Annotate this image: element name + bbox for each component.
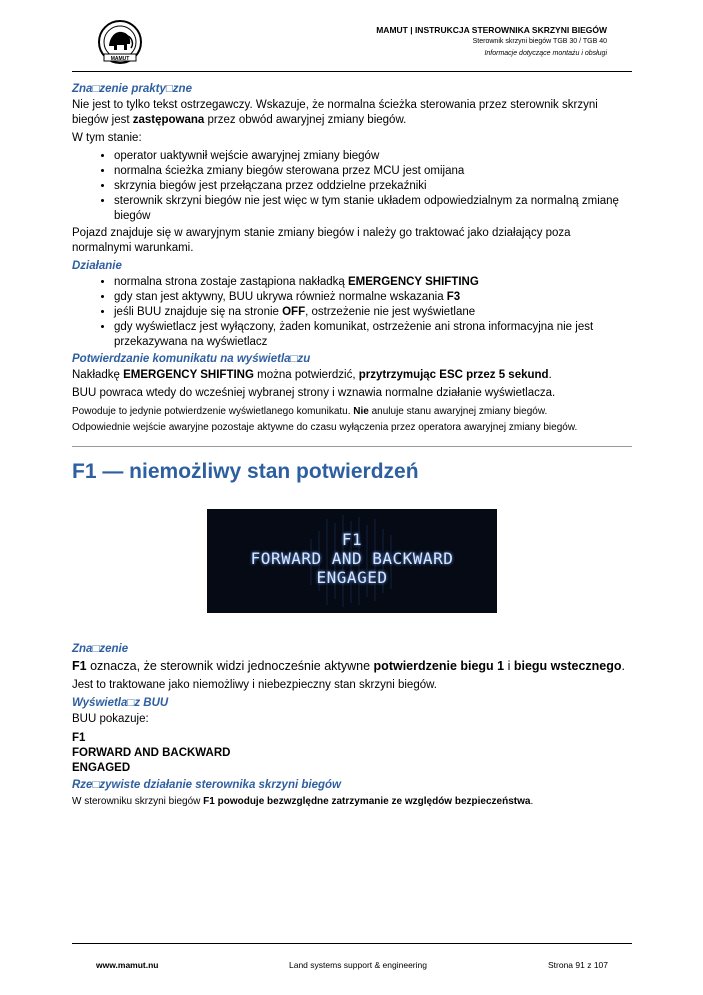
page-content — [72, 80, 632, 810]
list-item: • normalna strona zostaje zastąpiona nakładką EMERGENCY SHIFTING — [114, 275, 632, 290]
heading-buu-display: Wyświetla□z BUU — [72, 697, 169, 709]
heading-practical-meaning: Zna□zenie prakty□zne — [72, 83, 192, 95]
paragraph: F1 oznacza, że sterownik widzi jednocześnie aktywne potwierdzenie biegu 1 i biegu wstecznego. — [72, 659, 625, 673]
lcd-screenshot — [72, 509, 632, 618]
page-header — [72, 16, 632, 72]
header-subtitle-2: Informacje dotyczące montażu i obsługi — [484, 50, 607, 57]
section-title: F1 — niemożliwy stan potwierdzeń — [72, 460, 419, 483]
lcd-line-code: F1 — [341, 530, 363, 549]
mamut-logo-icon — [94, 18, 146, 66]
paragraph: Nie jest to tylko tekst ostrzegawczy. Wskazuje, że normalna ścieżka sterowania przez sterownik skrzyni biegów jest zastępowana przez obwód awaryjnej zmiany biegów. — [72, 99, 598, 126]
paragraph: BUU pokazuje: — [72, 713, 149, 725]
heading-meaning: Zna□zenie — [72, 643, 129, 655]
buu-display-text: F1 FORWARD AND BACKWARD ENGAGED — [72, 732, 231, 774]
header-subtitle: Sterownik skrzyni biegów TGB 30 / TGB 40 — [472, 38, 607, 45]
heading-real-behavior: Rze□zywiste działanie sterownika skrzyni biegów — [72, 779, 341, 791]
paragraph: BUU powraca wtedy do wcześniej wybranej strony i wznawia normalne działanie wyświetlacza. — [72, 387, 556, 399]
page-number: Strona 91 z 107 — [547, 960, 608, 970]
list-item: • gdy stan jest aktywny, BUU ukrywa również normalne wskazania F3 — [114, 290, 632, 305]
note-paragraph: Powoduje to jedynie potwierdzenie wyświetlanego komunikatu. Nie anuluje stanu awaryjnej zmiany biegów. — [72, 406, 548, 417]
list-item: • sterownik skrzyni biegów nie jest więc w tym stanie układem odpowiedzialnym za normalną zmianę biegów — [114, 194, 632, 224]
paragraph: Pojazd znajduje się w awaryjnym stanie zmiany biegów i należy go traktować jako działający poza normalnymi warunkami. — [72, 227, 571, 254]
list-item: • skrzynia biegów jest przełączana przez oddzielne przekaźniki — [114, 179, 632, 194]
action-list — [72, 275, 632, 350]
header-title: MAMUT | INSTRUKCJA STEROWNIKA SKRZYNI BIEGÓW — [376, 25, 607, 35]
list-item: • jeśli BUU znajduje się na stronie OFF, ostrzeżenie nie jest wyświetlane — [114, 305, 632, 320]
list-item: • normalna ścieżka zmiany biegów sterowana przez MCU jest omijana — [114, 164, 632, 179]
list-item: • gdy wyświetlacz jest wyłączony, żaden komunikat, ostrzeżenie ani strona informacyjna nie jest przekazywana na wyświetlacz — [114, 320, 632, 350]
lcd-line-message: FORWARD AND BACKWARD — [250, 549, 454, 568]
footer-website: www.mamut.nu — [96, 960, 159, 970]
lcd-line-message-2: ENGAGED — [316, 568, 388, 587]
heading-confirm-message: Potwierdzanie komunikatu na wyświetla□zu — [72, 353, 311, 365]
paragraph: W sterowniku skrzyni biegów F1 powoduje bezwzględne zatrzymanie ze względów bezpieczeństwa. — [72, 796, 534, 807]
footer-divider — [72, 943, 632, 944]
footer-center: Land systems support & engineering — [289, 960, 427, 970]
paragraph: Jest to traktowane jako niemożliwy i niebezpieczny stan skrzyni biegów. — [72, 679, 437, 691]
note-paragraph: Odpowiednie wejście awaryjne pozostaje aktywne do czasu wyłączenia przez operatora awaryjnej zmiany biegów. — [72, 422, 578, 433]
paragraph: Nakładkę EMERGENCY SHIFTING można potwierdzić, przytrzymując ESC przez 5 sekund. — [72, 369, 552, 381]
header-divider — [72, 71, 632, 72]
lcd-display — [207, 509, 497, 613]
list-item: • operator uaktywnił wejście awaryjnej zmiany biegów — [114, 149, 632, 164]
paragraph: W tym stanie: — [72, 132, 142, 144]
section-divider — [72, 446, 632, 447]
heading-action: Działanie — [72, 260, 122, 272]
state-list — [72, 149, 632, 224]
svg-text:MAMUT: MAMUT — [110, 56, 130, 62]
